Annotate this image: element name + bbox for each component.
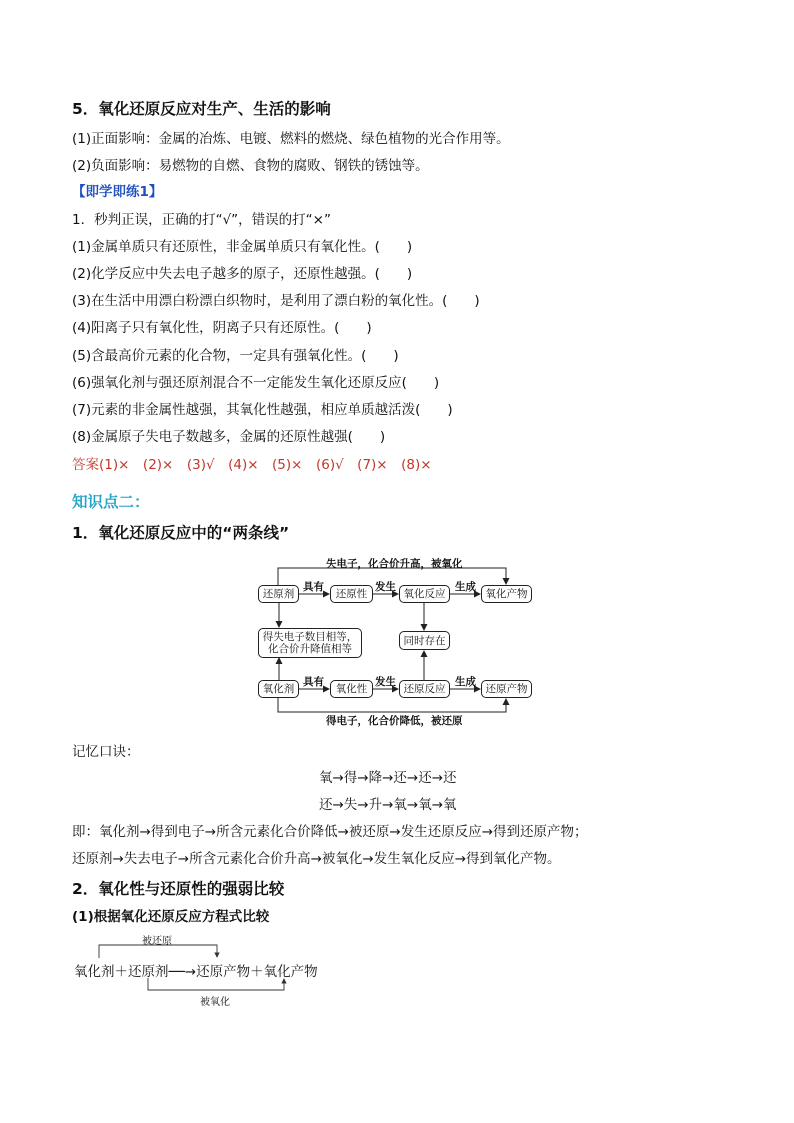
electron-balance-box: 得失电子数目相等，化合价升降值相等 [258, 628, 362, 658]
mnemonic-line-2: 还→失→升→氧→氧→氧 [319, 797, 457, 813]
mnemonic-label: 记忆口诀： [72, 744, 140, 760]
link-label-has: 具有 [303, 581, 324, 593]
practice-item: (8)金属原子失电子数越多，金属的还原性越强( ) [72, 429, 386, 445]
oxidizing-agent-box: 氧化剂 [258, 680, 299, 698]
practice-item: (2)化学反应中失去电子越多的原子，还原性越强。( ) [72, 266, 413, 282]
answer-line: 答案(1)× (2)× (3)√ (4)× (5)× (6)√ (7)× (8)× [72, 457, 432, 473]
oxidizability-box: 氧化性 [330, 680, 373, 698]
explain-reducing: 还原剂→失去电子→所含元素化合价升高→被氧化→发生氧化反应→得到氧化产物。 [72, 851, 561, 867]
negative-impact-text: (2)负面影响：易燃物的自燃、食物的腐败、钢铁的锈蚀等。 [72, 158, 429, 174]
knowledge-heading: 知识点二： [72, 493, 150, 511]
link-label-forms: 生成 [455, 581, 476, 593]
explain-oxidizing: 即：氧化剂→得到电子→所含元素化合价降低→被还原→发生还原反应→得到还原产物； [72, 824, 588, 840]
section-5-title: 5．氧化还原反应对生产、生活的影响 [72, 100, 331, 118]
link-label-occurs: 发生 [375, 676, 396, 688]
link-label-occurs: 发生 [375, 581, 396, 593]
practice-item: (7)元素的非金属性越强，其氧化性越强，相应单质越活泼( ) [72, 402, 453, 418]
subsection-strength-compare: 2．氧化性与还原性的强弱比较 [72, 880, 285, 898]
reducing-agent-box: 还原剂 [258, 585, 299, 603]
practice-intro: 1．秒判正误，正确的打“√”，错误的打“×” [72, 212, 331, 228]
oxidation-product-box: 氧化产物 [481, 585, 532, 603]
practice-label: 【即学即练1】 [72, 184, 163, 200]
subsection-two-lines: 1．氧化还原反应中的“两条线” [72, 524, 290, 542]
link-label-forms: 生成 [455, 676, 476, 688]
practice-item: (3)在生活中用漂白粉漂白织物时，是利用了漂白粉的氧化性。( ) [72, 293, 480, 309]
link-label-has: 具有 [303, 676, 324, 688]
positive-impact-text: (1)正面影响：金属的冶炼、电镀、燃料的燃烧、绿色植物的光合作用等。 [72, 131, 510, 147]
reduced-label: 被还原 [142, 936, 172, 947]
practice-item: (1)金属单质只有还原性，非金属单质只有氧化性。( ) [72, 239, 413, 255]
top-line-label: 失电子，化合价升高，被氧化 [326, 558, 463, 570]
reducibility-box: 还原性 [330, 585, 373, 603]
reduction-reaction-box: 还原反应 [399, 680, 450, 698]
oxidation-reaction-box: 氧化反应 [399, 585, 450, 603]
practice-item: (5)含最高价元素的化合物，一定具有强氧化性。( ) [72, 348, 399, 364]
coexist-box: 同时存在 [399, 631, 450, 650]
practice-item: (6)强氧化剂与强还原剂混合不一定能发生氧化还原反应( ) [72, 375, 440, 391]
mnemonic-line-1: 氧→得→降→还→还→还 [319, 770, 457, 786]
subsection-by-equation: (1)根据氧化还原反应方程式比较 [72, 909, 270, 925]
redox-equation: 氧化剂＋还原剂──→还原产物＋氧化产物 [74, 964, 318, 980]
bottom-line-label: 得电子，化合价降低，被还原 [326, 715, 463, 727]
practice-item: (4)阳离子只有氧化性，阴离子只有还原性。( ) [72, 320, 372, 336]
oxidized-label: 被氧化 [200, 997, 230, 1008]
reduction-product-box: 还原产物 [481, 680, 532, 698]
